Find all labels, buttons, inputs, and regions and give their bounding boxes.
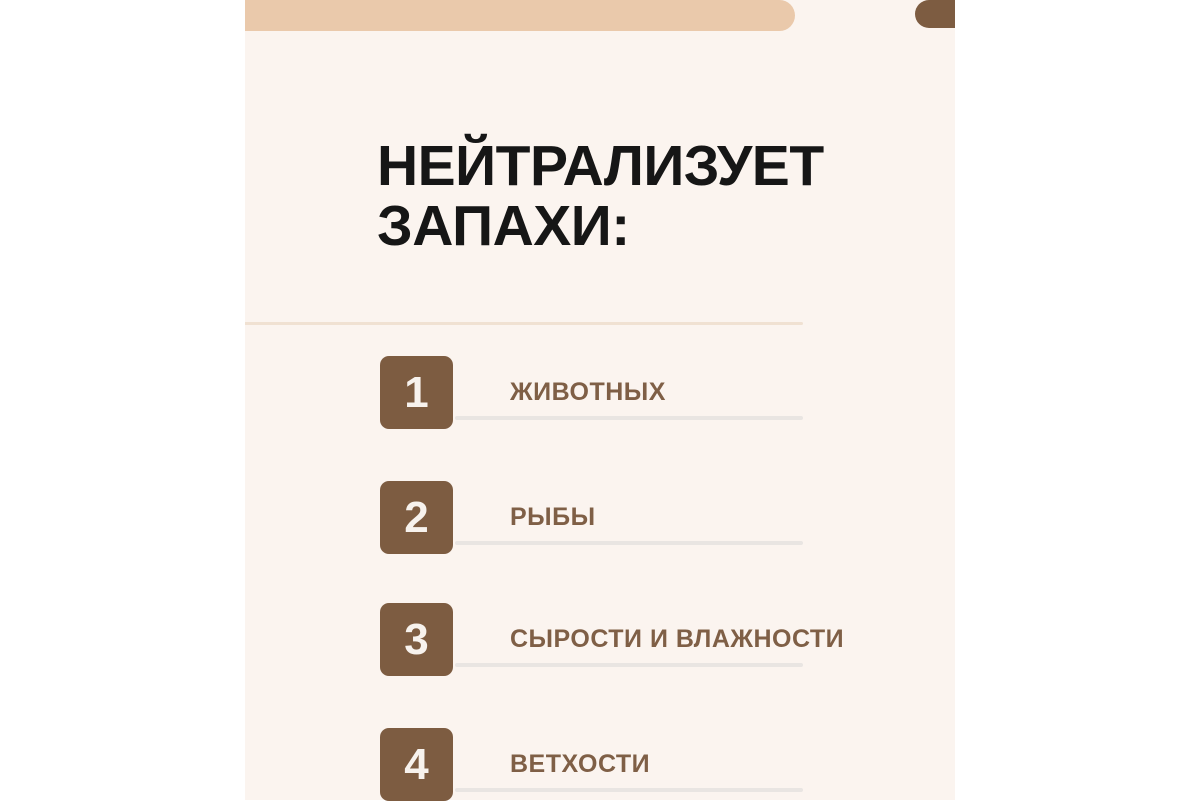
item-number-badge: 3 xyxy=(380,603,453,676)
list-item xyxy=(245,356,955,429)
list-item xyxy=(245,728,955,801)
list-item xyxy=(245,481,955,554)
title-line2: ЗАПАХИ: xyxy=(377,194,630,258)
item-label: СЫРОСТИ И ВЛАЖНОСТИ xyxy=(510,625,845,653)
list-item xyxy=(245,603,955,676)
top-pill-decoration xyxy=(915,0,955,28)
item-number-badge: 2 xyxy=(380,481,453,554)
item-number-badge: 4 xyxy=(380,728,453,801)
page-title xyxy=(377,136,824,256)
top-bar-decoration xyxy=(245,0,795,31)
item-label: ВЕТХОСТИ xyxy=(510,750,651,778)
item-label: ЖИВОТНЫХ xyxy=(510,378,666,406)
item-number-badge: 1 xyxy=(380,356,453,429)
title-line1: НЕЙТРАЛИЗУЕТ xyxy=(377,134,824,198)
item-label: РЫБЫ xyxy=(510,503,596,531)
item-underline xyxy=(455,541,803,545)
content-card xyxy=(245,0,955,800)
title-divider xyxy=(245,322,803,325)
